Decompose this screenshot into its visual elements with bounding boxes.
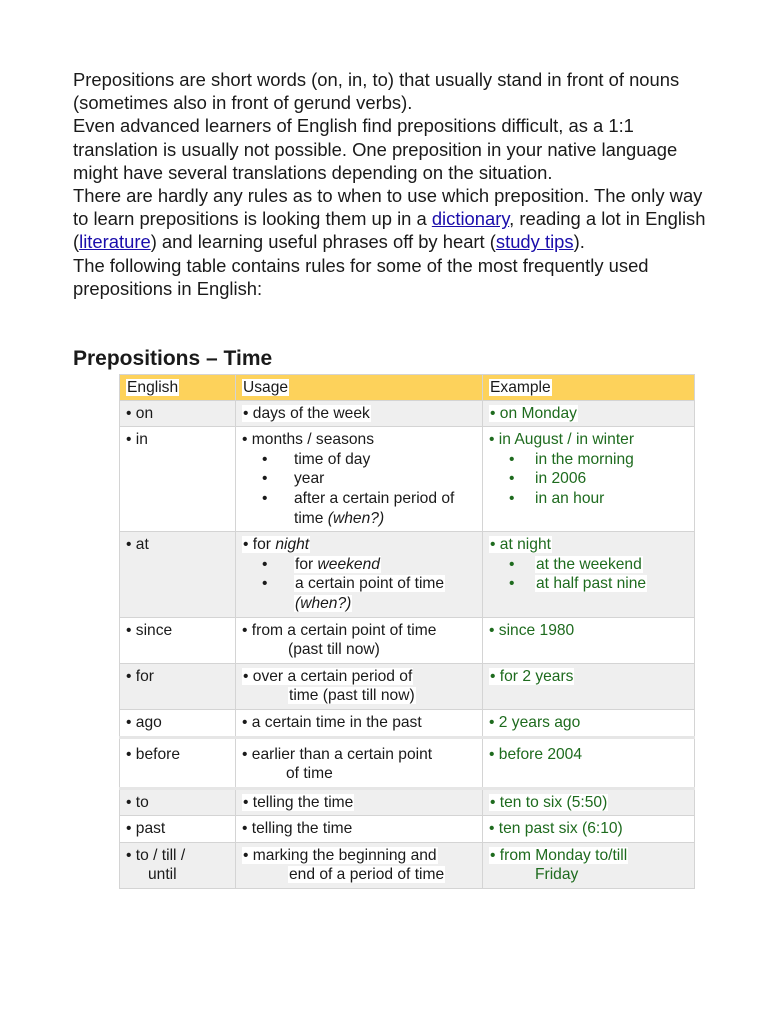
example-cell: • in August / in winter • in the morning • in 2006 • in an hour [483, 427, 695, 532]
usage-cell: • earlier than a certain point of time [236, 737, 483, 788]
example-cell: • for 2 years [483, 663, 695, 709]
table-row-at [120, 532, 695, 617]
usage-cell: • a certain time in the past [236, 709, 483, 737]
prep-cell: • since [120, 617, 236, 663]
prep-cell: • to / till / until [120, 842, 236, 888]
intro-p3-text-a: There are hardly any rules as to when to use which preposition. The only way to learn prepositions is looking them up in a [73, 185, 703, 230]
usage-cell: • marking the beginning and end of a period of time [236, 842, 483, 888]
example-cell: • since 1980 [483, 617, 695, 663]
usage-cell: • telling the time [236, 788, 483, 816]
table-row-for [120, 663, 695, 709]
example-cell: • at night • at the weekend • at half past nine [483, 532, 695, 617]
prep-cell: • ago [120, 709, 236, 737]
table-row-ago [120, 709, 695, 737]
example-cell: • before 2004 [483, 737, 695, 788]
example-cell: • on Monday [483, 400, 695, 427]
prep-cell: • at [120, 532, 236, 617]
intro-p3-text-d: ). [573, 231, 585, 253]
intro-paragraph-1: Prepositions are short words (on, in, to) that usually stand in front of nouns (sometimes also in front of gerund verbs). [73, 69, 680, 114]
header-english: English [120, 375, 236, 401]
example-cell: • ten to six (5:50) [483, 788, 695, 816]
section-heading: Prepositions – Time [73, 347, 273, 370]
example-cell: • 2 years ago [483, 709, 695, 737]
study-tips-link[interactable]: study tips [495, 231, 574, 253]
intro-p3-text-b: , reading a lot in English ( [73, 208, 706, 253]
example-cell: • from Monday to/till Friday [483, 842, 695, 888]
table-row-before [120, 737, 695, 788]
usage-cell: • from a certain point of time (past till now) [236, 617, 483, 663]
intro-text [73, 68, 713, 300]
usage-cell: • over a certain period of time (past till now) [236, 663, 483, 709]
table-row-since [120, 617, 695, 663]
usage-cell: • for night • for weekend • a certain point of time (when?) [236, 532, 483, 617]
example-cell: • ten past six (6:10) [483, 816, 695, 843]
usage-cell: • telling the time [236, 816, 483, 843]
literature-link[interactable]: literature [79, 231, 151, 253]
usage-cell: • days of the week [236, 400, 483, 427]
header-example: Example [483, 375, 695, 401]
prep-cell: • in [120, 427, 236, 532]
intro-paragraph-4: The following table contains rules for some of the most frequently used prepositions in English: [73, 254, 649, 299]
usage-cell: • months / seasons • time of day • year • after a certain period of time (when?) [236, 427, 483, 532]
prep-cell: • for [120, 663, 236, 709]
intro-paragraph-3 [73, 184, 713, 254]
prep-cell: • past [120, 816, 236, 843]
table-row-on [120, 400, 695, 427]
table-row-in [120, 427, 695, 532]
table-row-to-till-until [120, 842, 695, 888]
intro-p3-text-c: ) and learning useful phrases off by heart ( [150, 231, 496, 253]
intro-paragraph-2: Even advanced learners of English find prepositions difficult, as a 1:1 translation is usually not possible. One preposition in your native language might have several translations depending on the situation. [73, 115, 678, 183]
prep-cell: • on [120, 400, 236, 427]
dictionary-link[interactable]: dictionary [431, 208, 510, 230]
table-header-row [120, 375, 695, 401]
table-row-to [120, 788, 695, 816]
header-usage: Usage [236, 375, 483, 401]
prep-cell: • before [120, 737, 236, 788]
prep-cell: • to [120, 788, 236, 816]
table-row-past [120, 816, 695, 843]
prepositions-time-table [119, 374, 695, 889]
